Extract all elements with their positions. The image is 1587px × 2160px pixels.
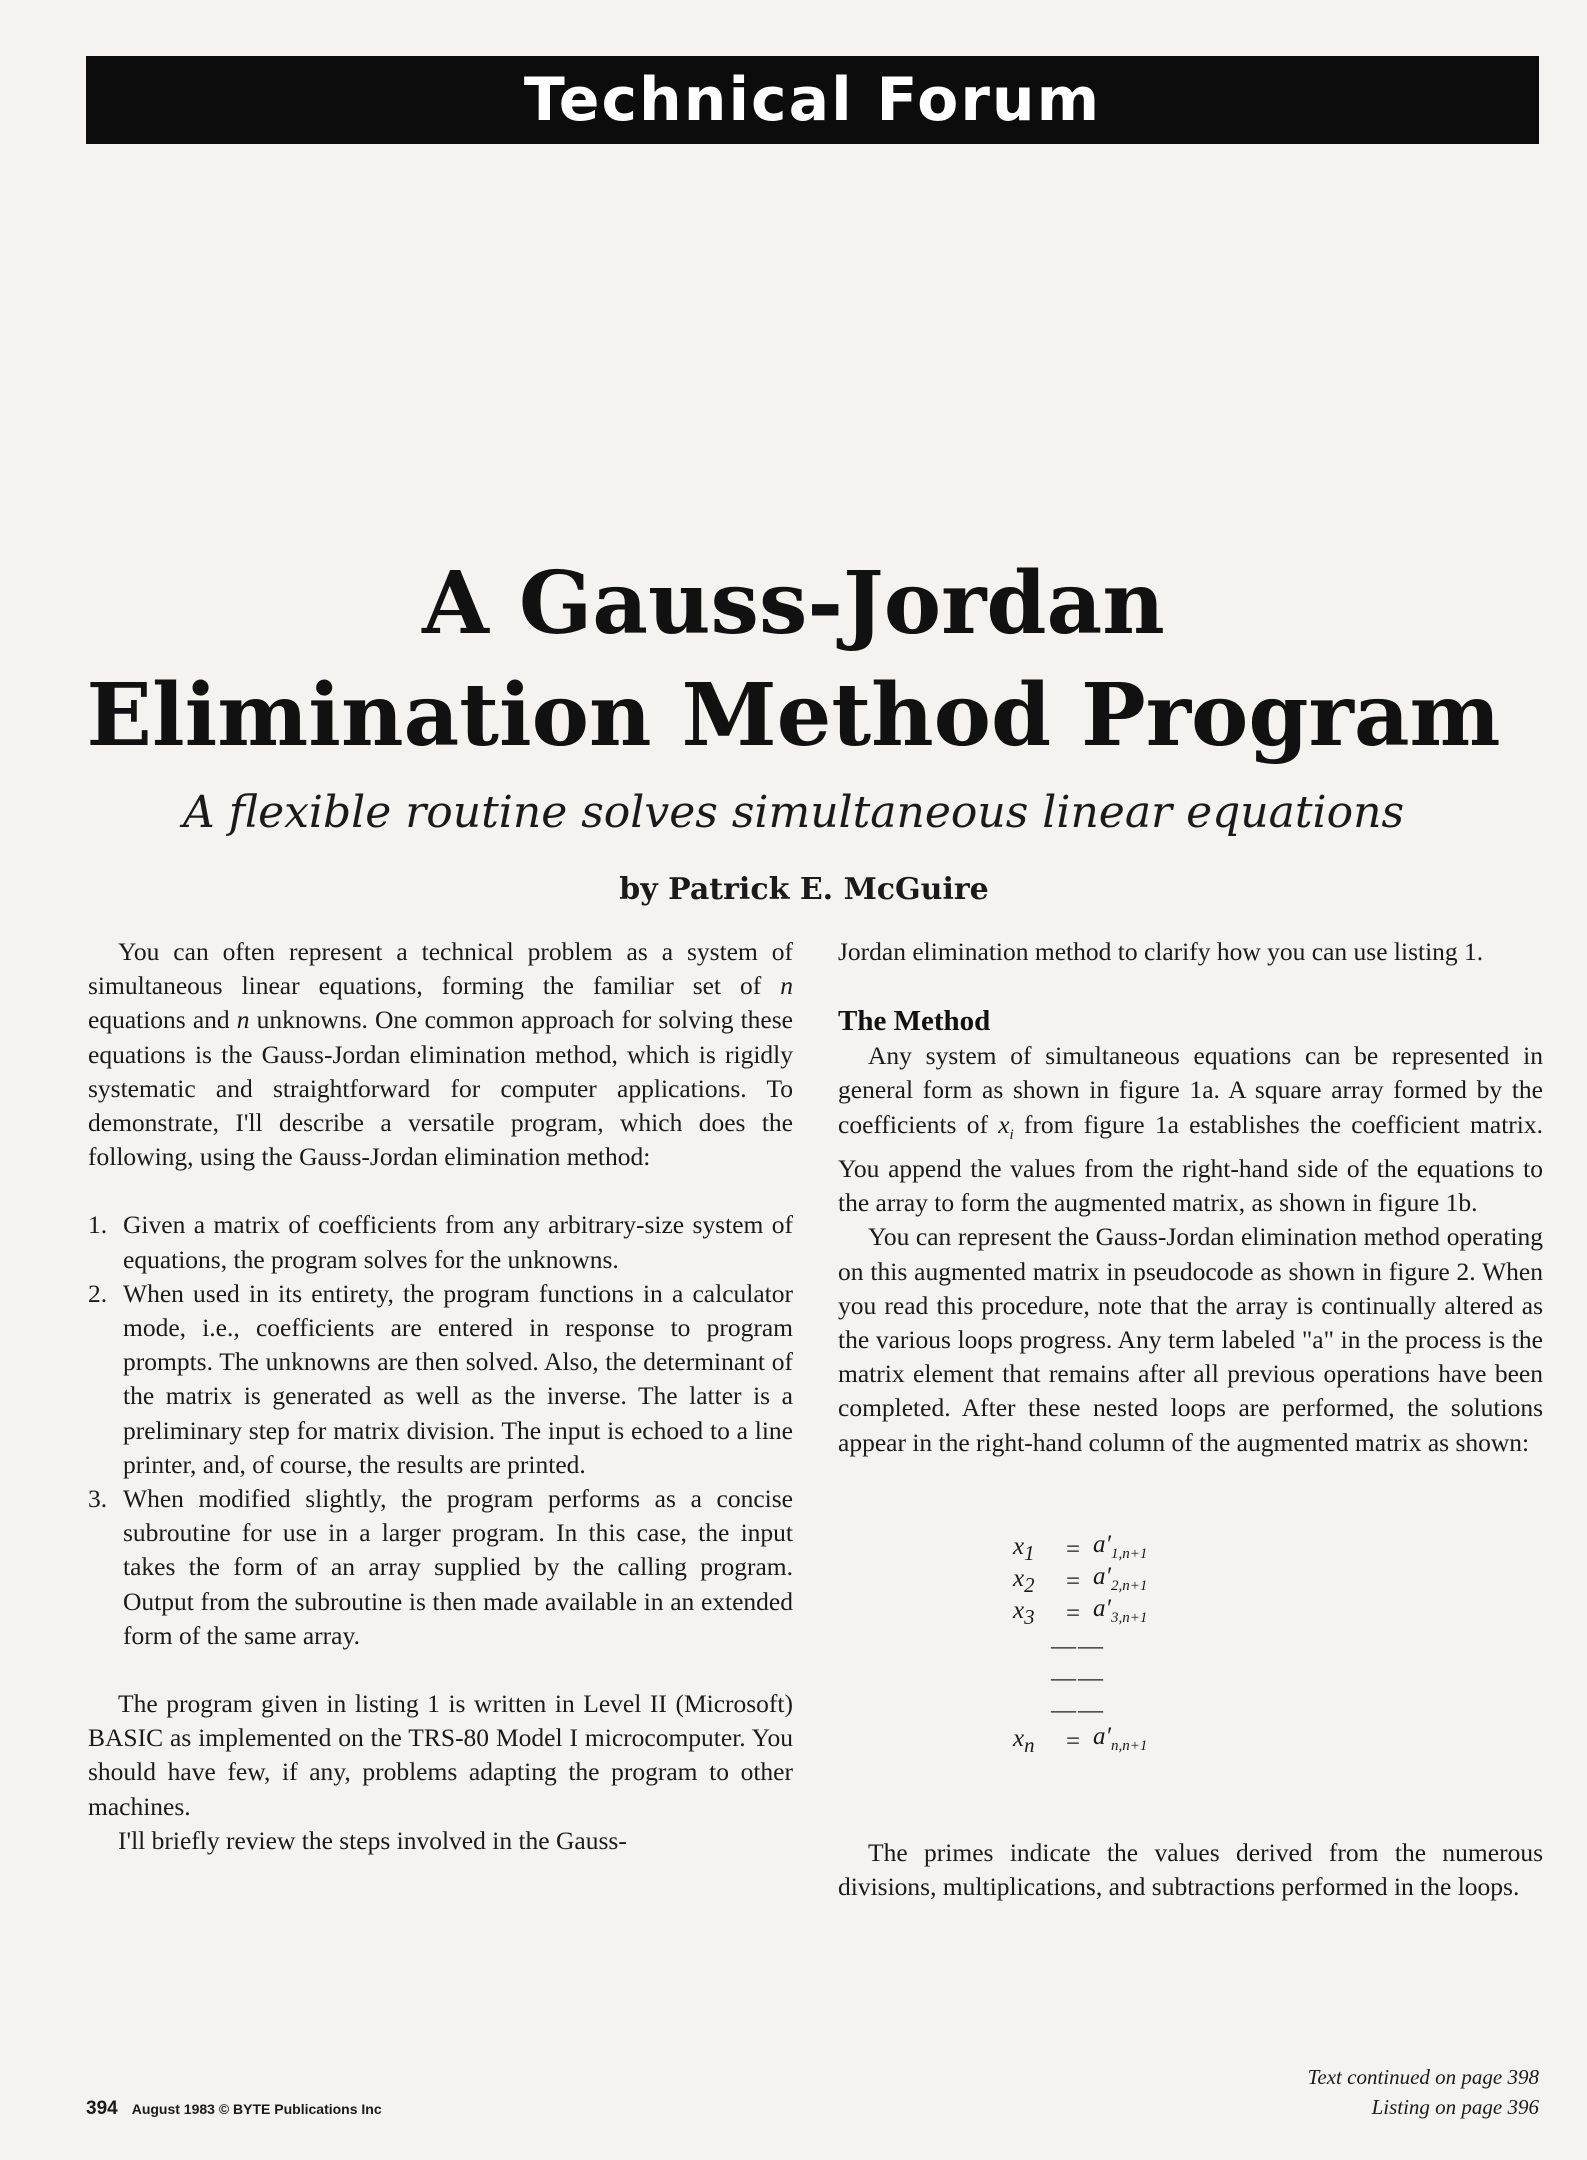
title-line-2: Elimination Method Program <box>86 665 1501 766</box>
feature-list <box>88 1208 793 1653</box>
byline: by Patrick E. McGuire <box>619 872 989 907</box>
section-banner: Technical Forum <box>86 56 1539 144</box>
ellipsis-dash: —— <box>1051 1696 1105 1724</box>
publication-info: August 1983 © BYTE Publications Inc <box>131 2101 382 2117</box>
right-column <box>838 935 1543 1904</box>
equation-row: $x_1$ = $a'_{1,n+1}$ <box>1013 1531 1148 1565</box>
continuation-note <box>1308 2062 1539 2122</box>
ellipsis-dash: —— <box>1051 1632 1105 1660</box>
body-paragraph: I'll briefly review the steps involved in the Gauss- <box>118 1825 627 1855</box>
article-subtitle: A flexible routine solves simultaneous linear equations <box>182 787 1405 838</box>
intro-paragraph: You can often represent a technical problem as a system of simultaneous linear equations, forming the familiar set of n equations and n unknowns. One common approach for solving these equations is the Gauss-Jordan elimination method, which is rigidly systematic and straightforward for computer applications. To demonstrate, I'll describe a versatile program, which does the following, using the Gauss-Jordan elimination method: <box>88 937 793 1172</box>
continued-paragraph: Jordan elimination method to clarify how you can use listing 1. <box>838 937 1484 966</box>
equation-row: $x_2$ = $a'_{2,n+1}$ <box>1013 1563 1148 1597</box>
list-item: 1. Given a matrix of coefficients from any arbitrary-size system of equations, the program solves for the unknowns. <box>88 1210 793 1274</box>
page-footer <box>86 2098 382 2120</box>
ellipsis-dash: —— <box>1051 1664 1105 1692</box>
equation-row: $x_n$ = $a'_{n,n+1}$ <box>1013 1723 1148 1757</box>
text-continued-note: Text continued on page 398 <box>1307 2065 1539 2089</box>
body-paragraph: Any system of simultaneous equations can be represented in general form as shown in figure 1a. A square array formed by the coefficients of $x_i$ from figure 1a establishes the coefficient matrix. You append the values from the right-hand side of the equations to the array to form the augmented matrix, as shown in figure 1b. <box>838 1041 1543 1218</box>
page-number: 394 <box>86 2098 118 2119</box>
list-item: 3. When modified slightly, the program performs as a concise subroutine for use in a larger program. In this case, the input takes the form of an array supplied by the calling program. Output from the subroutine is then made available in an extended form of the same array. <box>88 1484 793 1650</box>
body-paragraph: You can represent the Gauss-Jordan elimination method operating on this augmented matrix in pseudocode as shown in figure 2. When you read this procedure, note that the array is continually altered as the various loops progress. Any term labeled "a" in the process is the matrix element that remains after all previous operations have been completed. After these nested loops are performed, the solutions appear in the right-hand column of the augmented matrix as shown: <box>838 1222 1543 1457</box>
article-title <box>0 548 1587 772</box>
body-paragraph: The program given in listing 1 is written in Level II (Microsoft) BASIC as implemented on the TRS-80 Model I microcomputer. You should have few, if any, problems adapting the program to other machines. <box>88 1689 793 1821</box>
left-column <box>88 935 793 1858</box>
listing-note: Listing on page 396 <box>1371 2095 1539 2119</box>
section-heading: The Method <box>838 1005 991 1038</box>
solution-equations <box>1013 1531 1543 1758</box>
title-line-1: A Gauss-Jordan <box>422 553 1165 654</box>
list-item: 2. When used in its entirety, the program functions in a calculator mode, i.e., coefficients are entered in response to program prompts. The unknowns are then solved. Also, the determinant of the matrix is generated as well as the inverse. The latter is a preliminary step for matrix division. The input is echoed to a line printer, and, of course, the results are printed. <box>88 1278 793 1479</box>
body-paragraph: The primes indicate the values derived from the numerous divisions, multiplications, and subtractions performed in the loops. <box>838 1837 1543 1901</box>
equation-row: $x_3$ = $a'_{3,n+1}$ <box>1013 1595 1148 1629</box>
